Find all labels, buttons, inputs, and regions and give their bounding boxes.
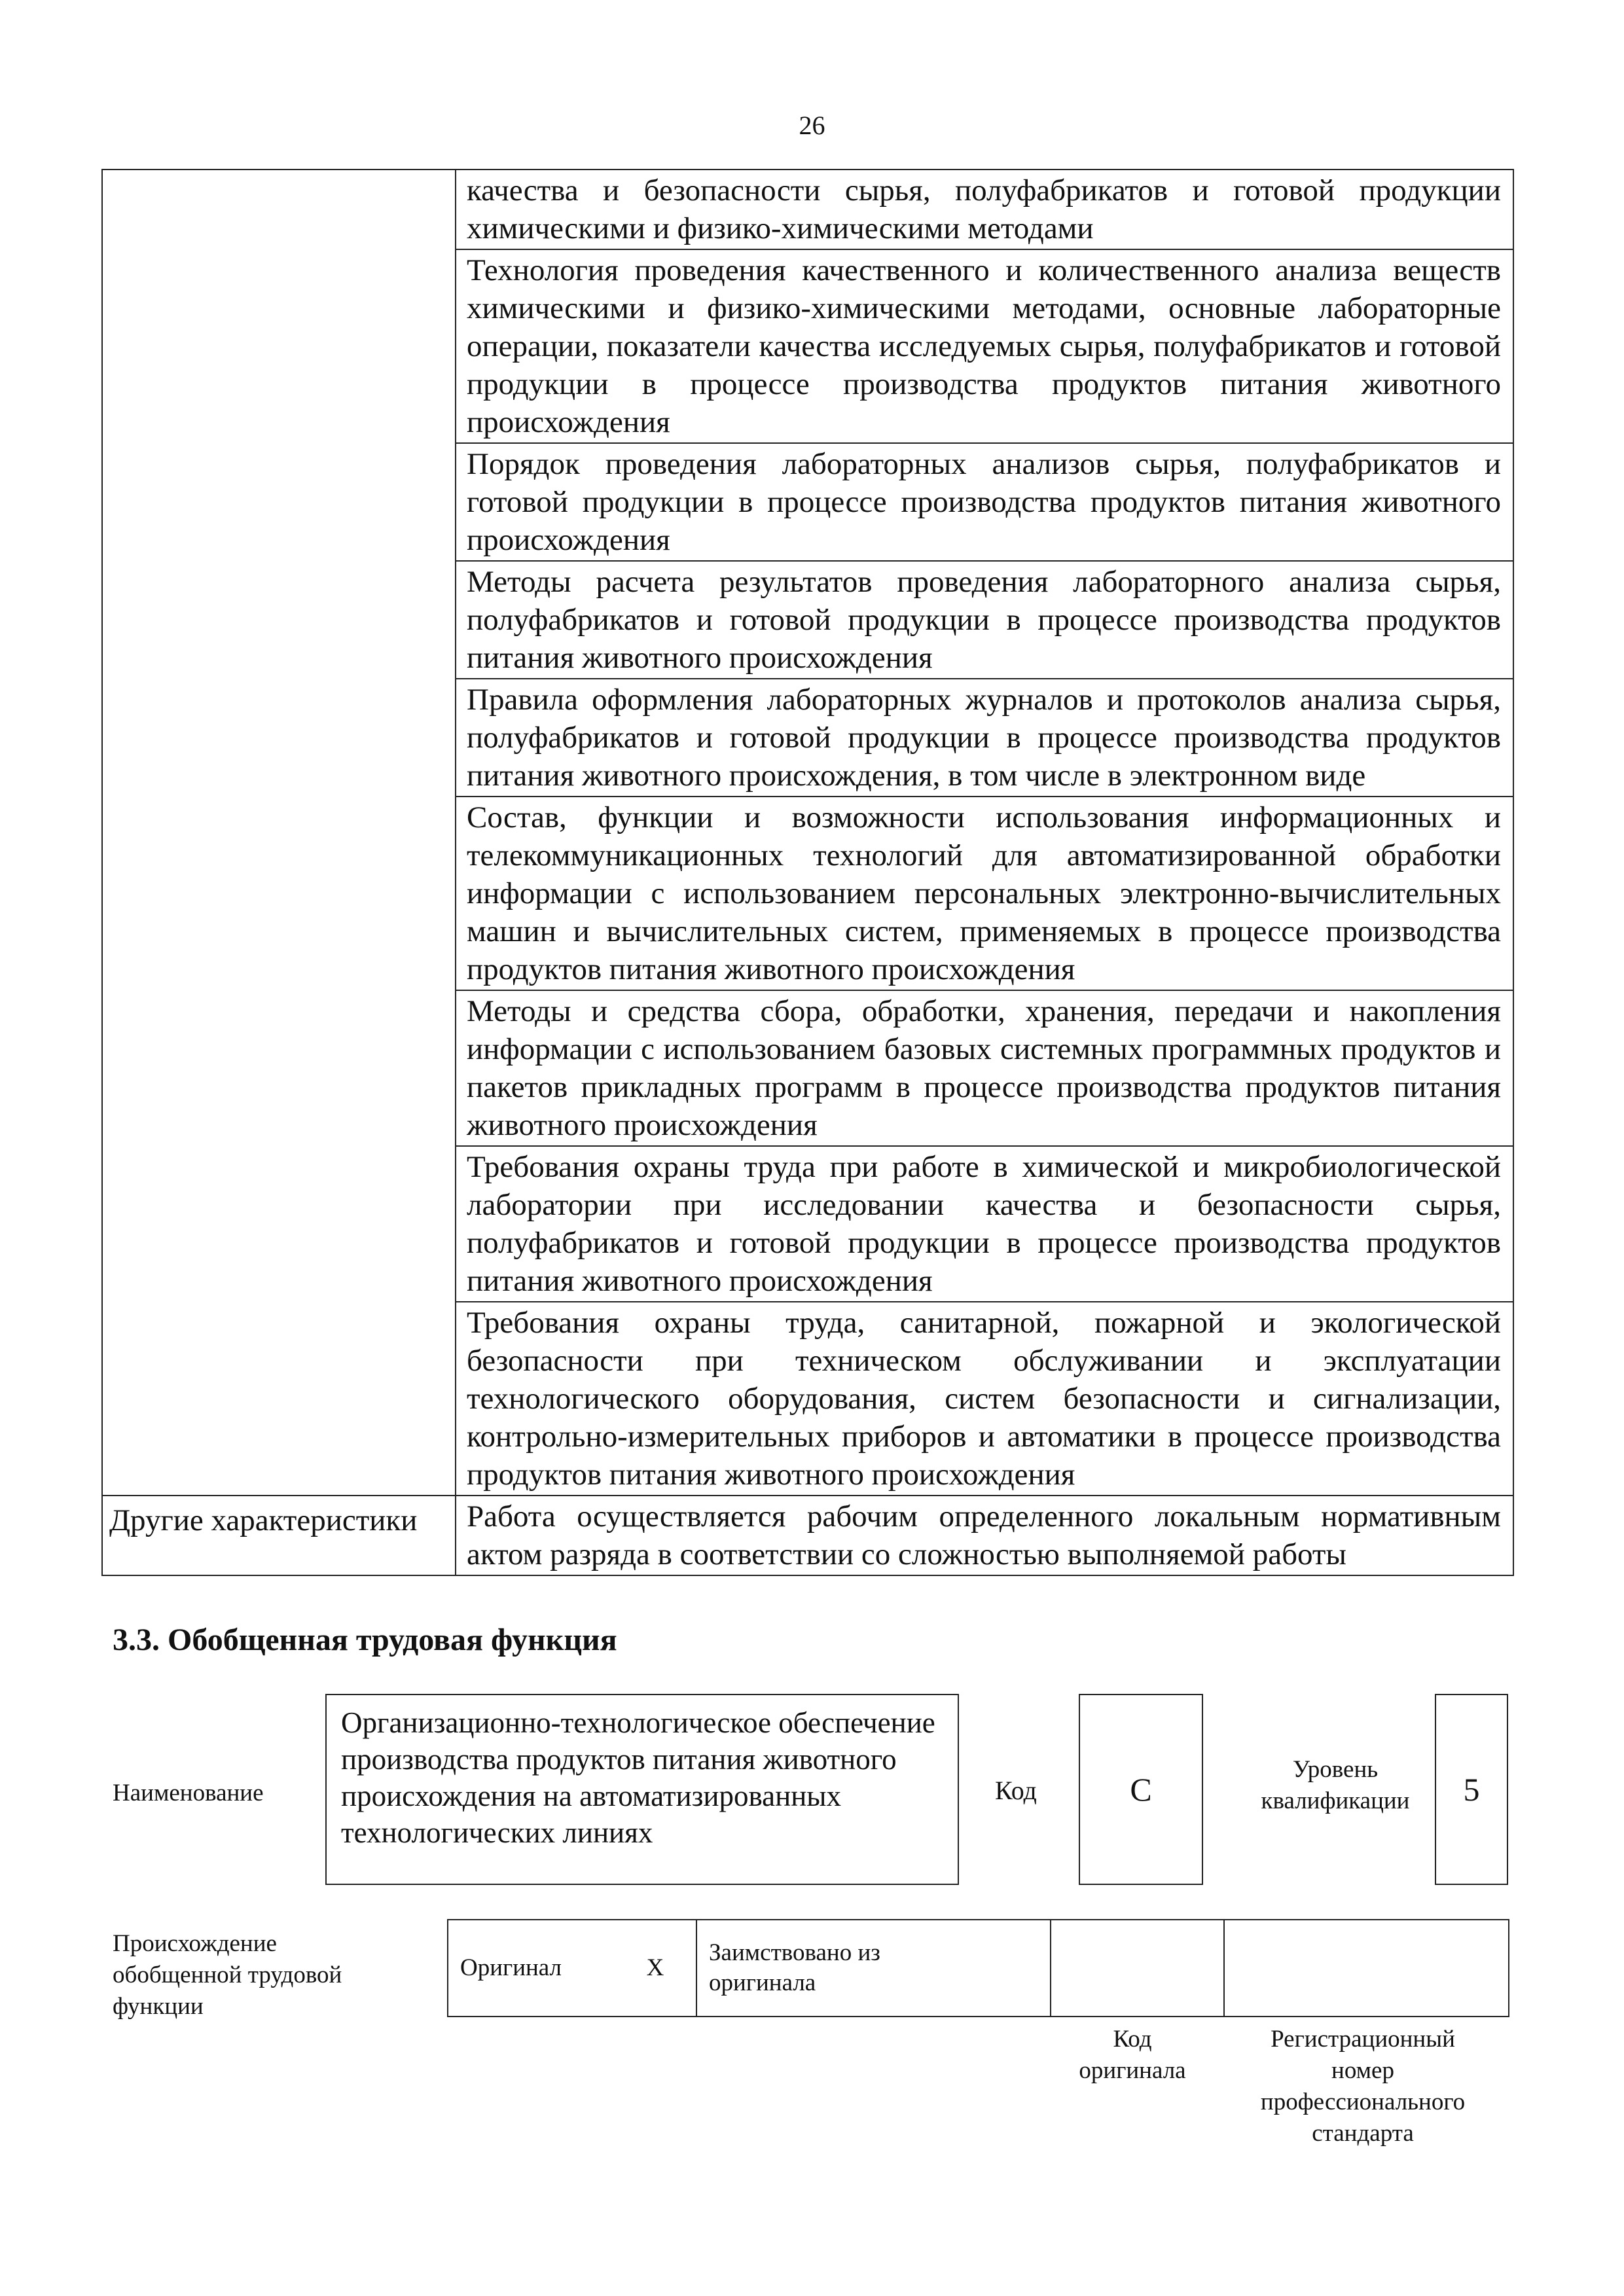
reg-number-cell — [1224, 1920, 1509, 2017]
knowledge-text: Правила оформления лабораторных журналов и протоколов анализа сырья, полуфабрикатов и готовой продукции в процессе производства продуктов питания животного происхождения, в том числе в электронном виде — [467, 683, 1501, 793]
knowledge-text: Технология проведения качественного и количественного анализа веществ химическими и физико-химическими методами, основные лабораторные операции, показатели качества исследуемых сырья, полуфабрикатов и готовой продукции в процессе производства продуктов питания животного происхождения — [467, 253, 1501, 439]
origin-label — [113, 1928, 401, 2022]
knowledge-text: Методы расчета результатов проведения лабораторного анализа сырья, полуфабрикатов и готовой продукции в процессе производства продуктов питания животного происхождения — [467, 565, 1501, 675]
knowledge-cell — [456, 249, 1513, 443]
code-label: Код — [995, 1776, 1037, 1805]
knowledge-text: Состав, функции и возможности использования информационных и телекоммуникационных технологий для автоматизированной обработки информации с использованием персональных электронно-вычислительных машин и вычислительных систем, применяемых в процессе производства продуктов питания животного происхождения — [467, 800, 1501, 986]
level-box: 5 — [1435, 1694, 1508, 1885]
borrowed-label: Заимствовано из оригинала — [709, 1939, 880, 1996]
reg-caption — [1218, 2024, 1508, 2149]
function-code-box: C — [1079, 1694, 1203, 1885]
original-mark: X — [646, 1954, 664, 1981]
other-label: Другие характеристики — [109, 1503, 418, 1537]
knowledge-cell — [456, 1302, 1513, 1496]
origin-table — [447, 1919, 1509, 2017]
original-code-cell — [1051, 1920, 1224, 2017]
knowledge-cell — [456, 1146, 1513, 1302]
function-name-box: Организационно-технологическое обеспечение производства продуктов питания животного происхождения на автоматизированных технологических линиях — [325, 1694, 959, 1885]
table-row-other — [102, 1496, 1513, 1575]
original-label: Оригинал — [460, 1954, 562, 1981]
other-text-cell — [456, 1496, 1513, 1575]
knowledge-text: Требования охраны труда при работе в химической и микробиологической лаборатории при исследовании качества и безопасности сырья, полуфабрикатов и готовой продукции в процессе производства продуктов питания животного происхождения — [467, 1150, 1501, 1298]
knowledge-cell — [456, 170, 1513, 249]
section-heading: 3.3. Обобщенная трудовая функция — [113, 1623, 617, 1657]
knowledge-table — [101, 169, 1514, 1576]
name-label: Наименование — [113, 1780, 264, 1806]
knowledge-cell — [456, 990, 1513, 1146]
knowledge-text: Порядок проведения лабораторных анализов сырья, полуфабрикатов и готовой продукции в процессе производства продуктов питания животного происхождения — [467, 447, 1501, 557]
knowledge-label-cell — [102, 170, 456, 1496]
knowledge-text: Методы и средства сбора, обработки, хранения, передачи и накопления информации с использованием базовых системных программных продуктов и пакетов прикладных программ в процессе производства продуктов питания животного происхождения — [467, 994, 1501, 1142]
knowledge-cell — [456, 561, 1513, 679]
code-caption — [1047, 2024, 1218, 2087]
level-label: Уровень квалификации — [1261, 1756, 1410, 1814]
original-mark-cell — [615, 1920, 696, 2017]
reg-caption-text: Регистрационный номер профессионального стандарта — [1260, 2026, 1466, 2147]
code-caption-text: Код оригинала — [1079, 2026, 1186, 2084]
borrowed-cell — [696, 1920, 1051, 2017]
page-number: 26 — [799, 111, 825, 140]
original-label-cell — [448, 1920, 615, 2017]
knowledge-cell — [456, 679, 1513, 797]
knowledge-cell — [456, 443, 1513, 561]
origin-label-text: Происхождение обобщенной трудовой функции — [113, 1930, 342, 2020]
knowledge-cell — [456, 797, 1513, 990]
table-row — [102, 170, 1513, 249]
knowledge-text: Требования охраны труда, санитарной, пожарной и экологической безопасности при техническом обслуживании и эксплуатации технологического оборудования, систем безопасности и сигнализации, контрольно-измерительных приборов и автоматики в процессе производства продуктов питания животного происхождения — [467, 1306, 1501, 1492]
knowledge-text: качества и безопасности сырья, полуфабрикатов и готовой продукции химическими и физико-химическими методами — [467, 173, 1501, 245]
other-text: Работа осуществляется рабочим определенного локальным нормативным актом разряда в соответствии со сложностью выполняемой работы — [467, 1499, 1501, 1571]
origin-row — [448, 1920, 1509, 2017]
other-label-cell — [102, 1496, 456, 1575]
